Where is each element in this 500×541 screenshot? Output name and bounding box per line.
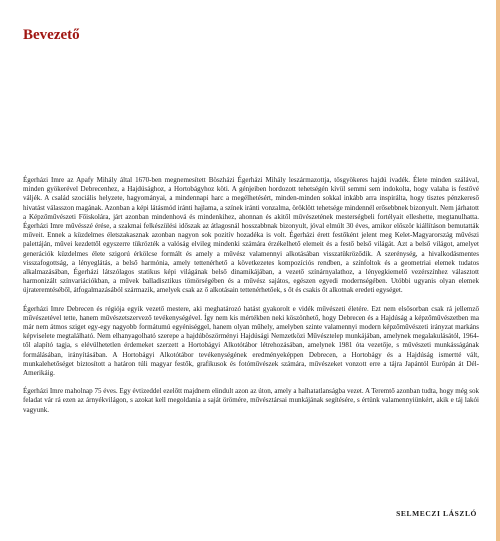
paragraph-1: Égerházi Imre az Apafy Mihály által 1670-ben megnemesített Böszházi Égerházi Mihály leszármazottja, tősgyökeres hajdú ivadék. Élete minden szálával, minden gyökerével Debrecenhez, a Hajdúsághoz, a Hortobágyhoz köti. A génjeiben hordozott tehetségén kívül semmi sem indokolta, hogy valaha is festővé váljék. A család szociális helyzete, hagyományai, a mindennapi harc a megélhetésért, minden-minden sokkal inkább arra inspirálta, hogy tisztes pénzkereső hivatást válasszon magának. Azonban a képi látásmód iránti hajlama, a színek iránti vonzalma, öröklött tehetsége mindennél erősebbnek bizonyult. Nem járhatott a Képzőművészeti Főiskolára, járt azonban mindenhová és mindenkihez, ahonnan és akitől művészetének mesterségbeli fortélyait elleshette, megtanulhatta. Égerházi Imre művésszé érése, a szakmai felkészülési időszak az átlagosnál hosszabbnak bizonyult, jóval elmúlt 30 éves, amikor először kiállításon bemutatták műveit. Ennek a küzdelmes életszakasznak azonban nagyon sok pozitív hozadéka is volt. Égerházi érett festőként jelent meg Kelet-Magyarország művészi palettáján, művei kezdettől egyszerre tükrözték a valóság elvileg mindenki számára érzékelhető elemeit és a festő belső világát. Azt a belső világot, amelyet generációk küzdelmes élete szigorú érkölcse formált és amely a művész valamennyi alkotásában visszatükröződik. A szerénység, a hivalkodásmentes visszafogottság, a lényeglátás, a belső harmónia, amely tettenérhető a következetes kompozíciós rendben, a színfoltok és a geometriai elemek tudatos alkalmazásában, Égerházi látszólagos statikus képi világának belső dinamikájában, a vezető színárnyalathoz, a lényegkiemelő vezérszínhez választott harmonizált színvariációkban, a művek balladisztikus tömörségében és a művész sajátos, egészen egyedi modernségében. Utóbbi ugyanis olyan elemek újrateremtéséből, átfogalmazásából származik, amelyek csak az ő alkotásain tettenérhetőek, s őt és csakis őt alkotnak eredeti egységet. bbox=[23, 176, 479, 295]
decorative-edge-bar bbox=[496, 0, 500, 541]
paragraph-3: Égerházi Imre maholnap 75 éves. Egy évtizeddel ezelőtt majdnem elindult azon az úton, amely a halhatatlanságba vezet. A Teremtő azonban tudta, hogy még sok feladat vár rá ezen az árnyékvilágon, s azokat kell megoldania a saját örömére, művésztársai munkájának segítésére, s értünk valamennyiünkért, akik e táj lakói vagyunk. bbox=[23, 387, 479, 414]
paragraph-2: Égerházi Imre Debrecen és régiója egyik vezető mestere, aki meghatározó hatást gyakorolt e vidék művészeti életére. Ezt nem elsősorban csak rá jellemző művészetével tette, hanem művészetszervező tevékenységével. Így nem kis mértékben neki köszönhető, hogy Debrecen és a Hajdúság a képzőművészetben ma már nem átmos sziget egy-egy nagyobb formátumú egyéniséggel, hanem olyan műhely, amelyben szinte valamennyi modern képzőművészeti irányzat markáns képviselete megtalálható. Nem elhanyagolható szerepe a hajdúböszörményi Hajdúsági Nemzetközi Művésztelep munkájában, amelynek megalakulásától, 1964-től alapító tagja, s elévülhetetlen érdemeket szerzett a Hortobágyi Alkotótábor létrehozásában, amelynek 1981 óta vezetője, s művészeti munkásságának formálásában, irányításában. A Hortobágyi Alkotótábor tevékenységének eredményeképpen Debrecen, a Hortobágy és a Hajdúság ismertté vált, munkalehetőséget biztosított a határon túli magyar festők, grafikusok és fotóművészek számára, művészeket vonzott erre a tájra Japántól Európán át Dél-Amerikáig. bbox=[23, 304, 479, 378]
page-heading: Bevezető bbox=[23, 27, 80, 43]
author-signature: SELMECZI LÁSZLÓ bbox=[396, 509, 477, 518]
body-text bbox=[23, 176, 479, 424]
